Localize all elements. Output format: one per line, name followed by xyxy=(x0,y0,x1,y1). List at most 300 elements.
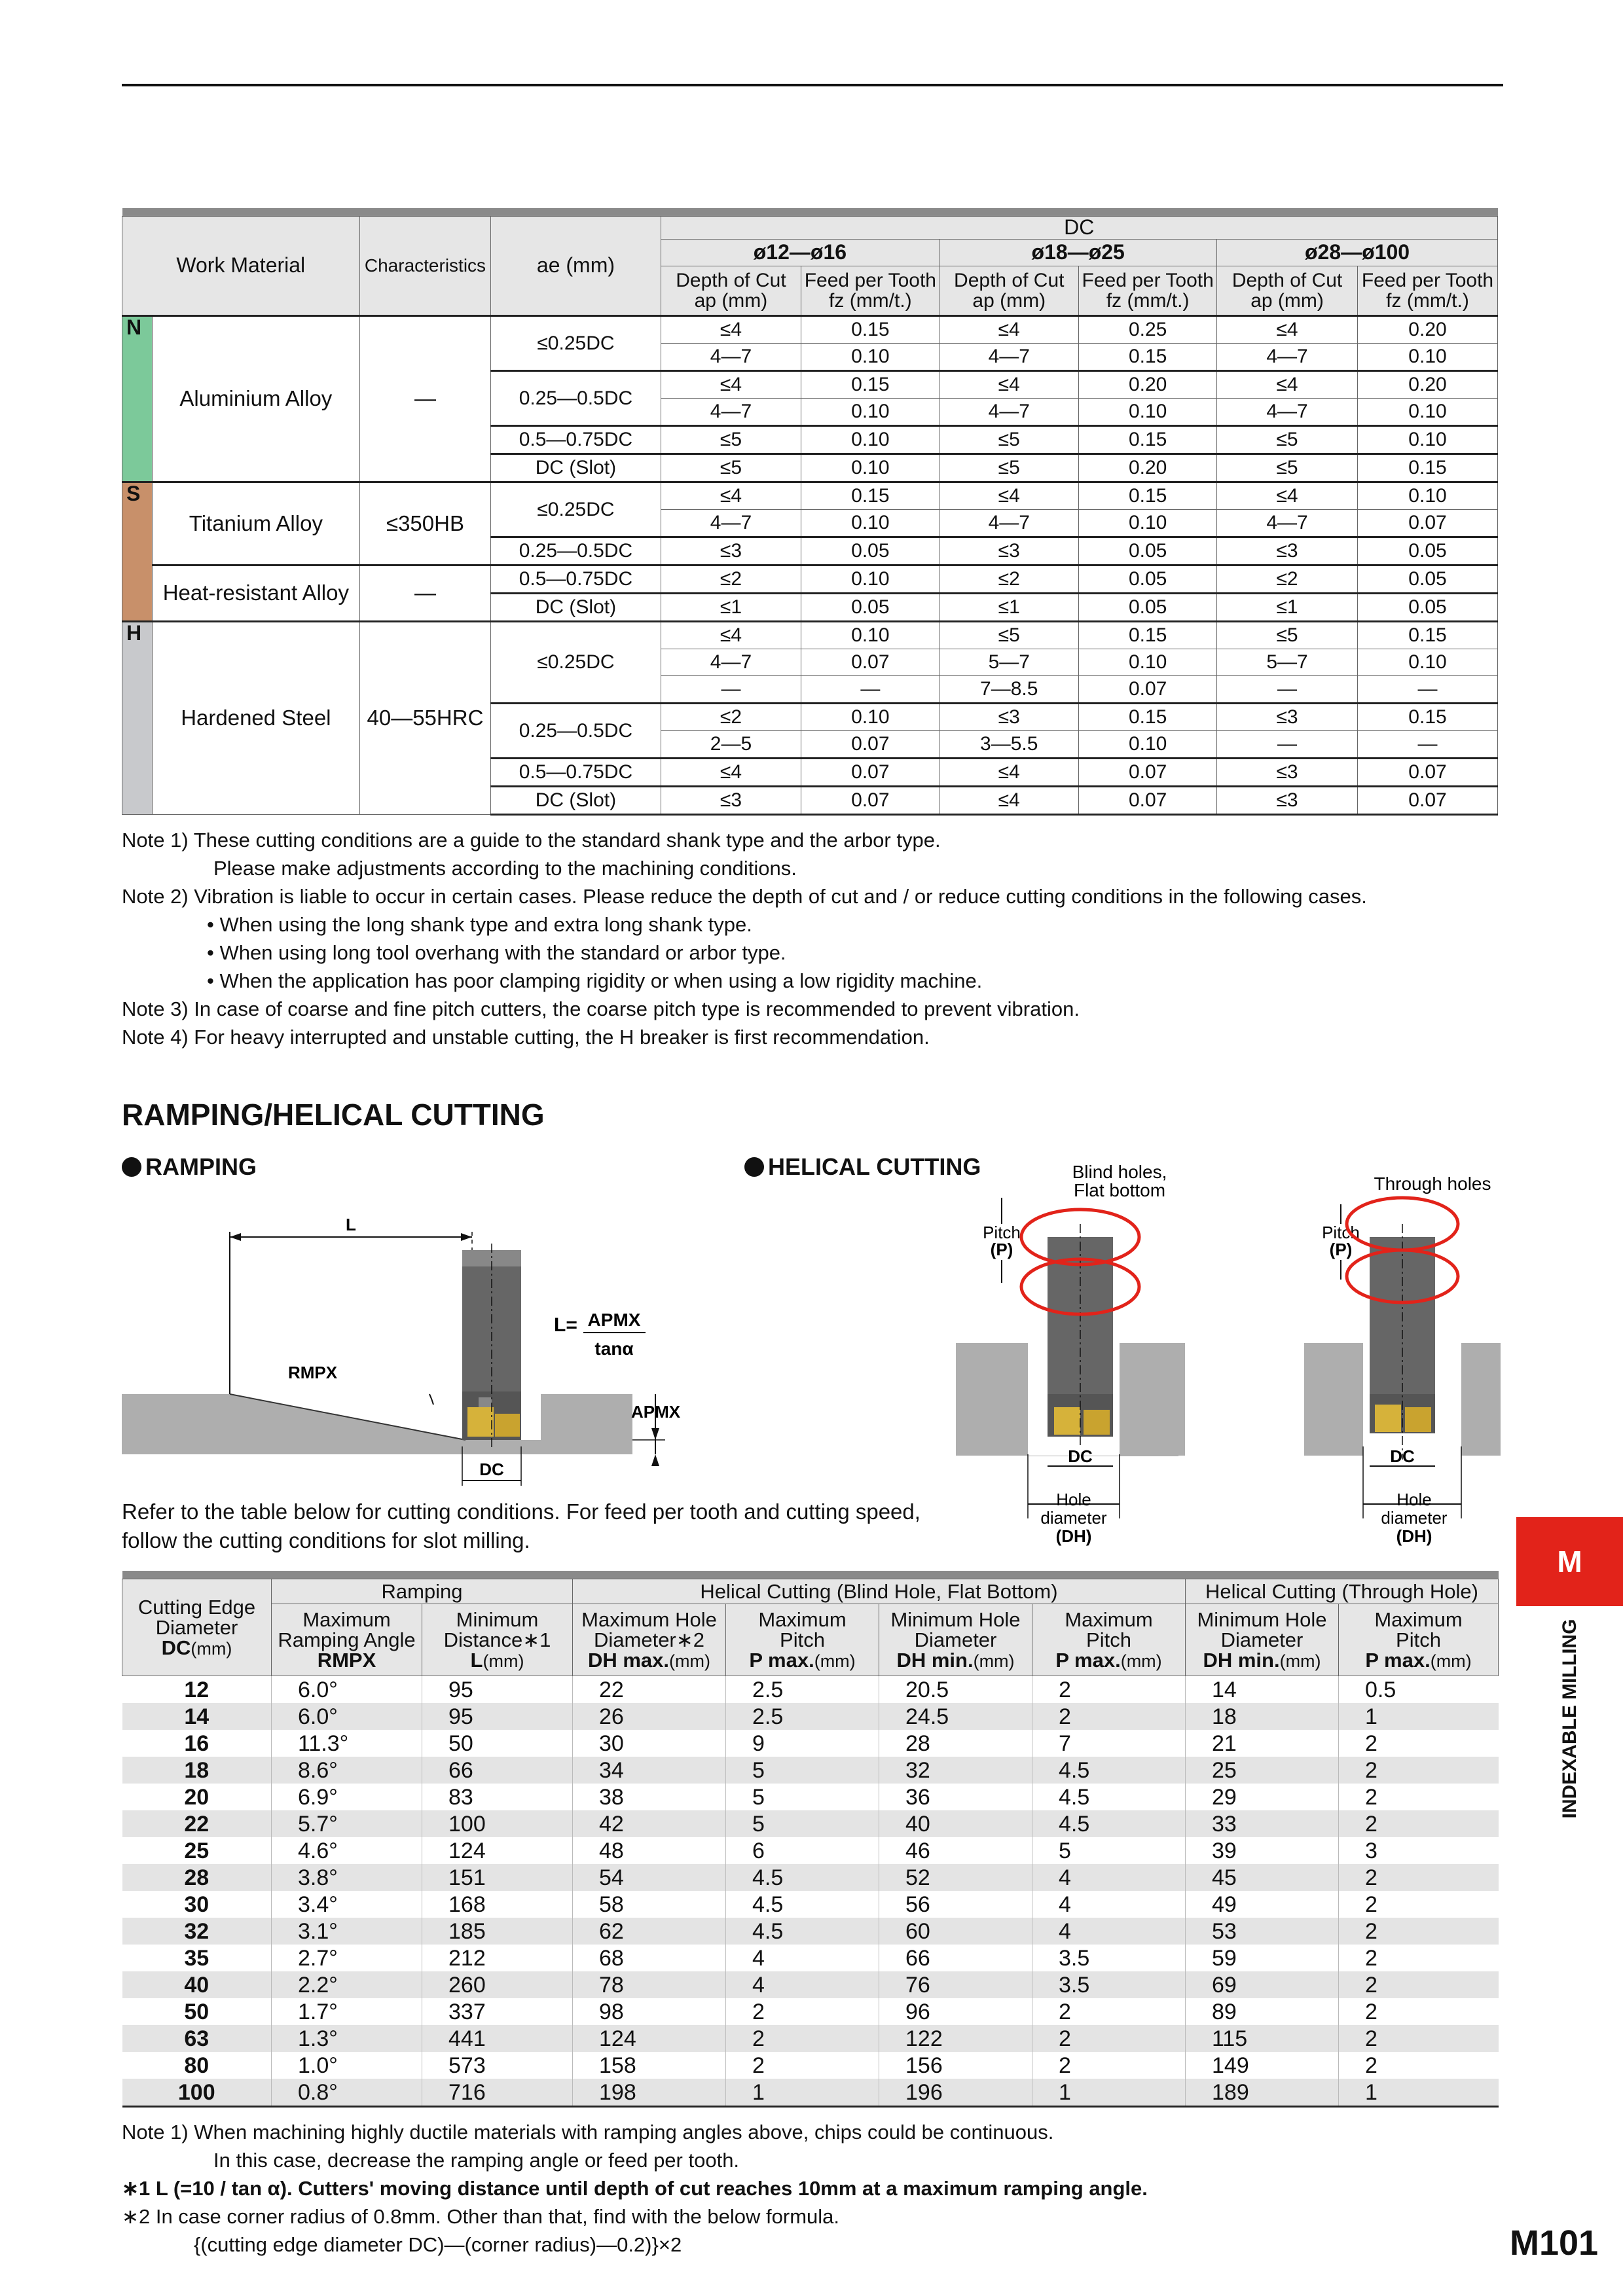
value-cell: 2 xyxy=(1032,1703,1186,1730)
header-unit: fz (mm/t.) xyxy=(1386,290,1469,312)
table-row xyxy=(122,565,1498,594)
feed-per-tooth-cell: — xyxy=(1358,731,1498,759)
table-notes xyxy=(122,826,1503,1051)
header-symbol xyxy=(422,1650,572,1670)
feed-per-tooth-cell: 0.05 xyxy=(801,537,939,565)
value-cell: 260 xyxy=(422,1971,573,1998)
depth-of-cut-cell: ≤4 xyxy=(1217,482,1358,510)
value-cell: 6.0° xyxy=(272,1676,422,1704)
value-cell: 2 xyxy=(1032,1998,1186,2025)
header-label: Pitch xyxy=(1396,1628,1441,1651)
value-cell: 3.8° xyxy=(272,1864,422,1891)
material-group-code: S xyxy=(122,482,153,622)
value-cell: 52 xyxy=(879,1864,1032,1891)
diameter-cell: 16 xyxy=(184,1731,210,1756)
value-cell: 6.0° xyxy=(272,1703,422,1730)
depth-of-cut-cell: — xyxy=(661,676,801,704)
feed-per-tooth-cell: — xyxy=(1358,676,1498,704)
value-cell: 20.5 xyxy=(879,1676,1032,1704)
value-cell: 212 xyxy=(422,1945,573,1971)
note-line: ∗1 L (=10 / tan α). Cutters' moving distance until depth of cut reaches 10mm at a maximum ramping angle. xyxy=(122,2177,1148,2200)
diameter-label: diameter xyxy=(1040,1508,1107,1528)
feed-per-tooth-cell: 0.15 xyxy=(801,316,939,344)
value-cell: 11.3° xyxy=(272,1730,422,1757)
feed-per-tooth-cell: 0.15 xyxy=(1079,426,1217,454)
value-cell: 2 xyxy=(726,1998,879,2025)
header-label: Pitch xyxy=(780,1628,825,1651)
feed-per-tooth-cell: 0.10 xyxy=(801,704,939,731)
depth-of-cut-cell: 4—7 xyxy=(939,510,1079,537)
value-cell: 149 xyxy=(1186,2052,1339,2079)
depth-of-cut-header xyxy=(939,266,1079,316)
header-unit: (mm) xyxy=(1120,1651,1162,1671)
feed-per-tooth-cell: 0.07 xyxy=(1358,510,1498,537)
value-cell: 46 xyxy=(879,1837,1032,1864)
depth-of-cut-header xyxy=(1217,266,1358,316)
value-cell: 30 xyxy=(573,1730,726,1757)
table-row xyxy=(122,1757,1499,1784)
note-line: Note 1) When machining highly ductile materials with ramping angles above, chips could be continuous. xyxy=(122,2121,1054,2144)
ramping-table xyxy=(122,1571,1499,2108)
depth-of-cut-cell: ≤5 xyxy=(1217,622,1358,649)
value-cell: 3.1° xyxy=(272,1918,422,1945)
section-tab[interactable]: M xyxy=(1516,1517,1623,1606)
table-top-bar xyxy=(122,1571,1499,1579)
value-cell: 337 xyxy=(422,1998,573,2025)
column-header xyxy=(879,1604,1032,1676)
depth-of-cut-cell: ≤4 xyxy=(661,482,801,510)
value-cell: 14 xyxy=(1186,1676,1339,1704)
feed-per-tooth-cell: 0.20 xyxy=(1079,454,1217,482)
apmx-depth-label: APMX xyxy=(631,1402,681,1422)
value-cell: 38 xyxy=(573,1784,726,1810)
header-symbol-text: L xyxy=(470,1649,483,1672)
material-group-code: H xyxy=(122,622,153,815)
ae-value: 0.25—0.5DC xyxy=(491,537,661,565)
depth-of-cut-cell: ≤5 xyxy=(1217,426,1358,454)
table-row xyxy=(122,1837,1499,1864)
value-cell: 196 xyxy=(879,2079,1032,2107)
depth-of-cut-cell: ≤2 xyxy=(661,704,801,731)
depth-of-cut-cell: ≤5 xyxy=(661,426,801,454)
ae-value: DC (Slot) xyxy=(491,594,661,622)
value-cell: 6 xyxy=(726,1837,879,1864)
range-header: ø12—ø16 xyxy=(661,240,939,266)
depth-of-cut-cell: 4—7 xyxy=(1217,399,1358,426)
feed-per-tooth-cell: 0.07 xyxy=(1079,676,1217,704)
value-cell: 56 xyxy=(879,1891,1032,1918)
header-label: Feed per Tooth xyxy=(804,269,936,291)
feed-per-tooth-cell: 0.10 xyxy=(1358,399,1498,426)
depth-of-cut-cell: ≤4 xyxy=(1217,316,1358,344)
header-unit: (mm) xyxy=(191,1639,232,1659)
feed-per-tooth-cell: 0.05 xyxy=(1079,565,1217,594)
ae-value: 0.25—0.5DC xyxy=(491,704,661,759)
header-label: Distance∗1 xyxy=(443,1628,551,1651)
feed-per-tooth-cell: 0.15 xyxy=(1079,344,1217,371)
feed-per-tooth-cell: 0.05 xyxy=(1358,594,1498,622)
header-label: Depth of Cut xyxy=(1231,269,1343,291)
depth-of-cut-cell: ≤4 xyxy=(661,371,801,399)
depth-of-cut-cell: ≤3 xyxy=(1217,787,1358,815)
header-label: Maximum xyxy=(1374,1608,1463,1631)
characteristics-value: — xyxy=(359,316,491,482)
depth-of-cut-cell: 4—7 xyxy=(939,344,1079,371)
apmx-label: APMX xyxy=(587,1310,641,1330)
l-eq-label: L= xyxy=(554,1314,577,1336)
value-cell: 2 xyxy=(1339,1757,1499,1784)
blind-label: Blind holes, xyxy=(1072,1162,1167,1182)
table-row xyxy=(122,1891,1499,1918)
header-label: Diameter∗2 xyxy=(594,1628,704,1651)
value-cell: 62 xyxy=(573,1918,726,1945)
value-cell: 151 xyxy=(422,1864,573,1891)
value-cell: 98 xyxy=(573,1998,726,2025)
depth-of-cut-cell: ≤3 xyxy=(1217,759,1358,787)
table-row xyxy=(122,1676,1499,1704)
through-label: Through holes xyxy=(1374,1174,1491,1194)
depth-of-cut-cell: ≤5 xyxy=(939,454,1079,482)
feed-per-tooth-cell: 0.10 xyxy=(1079,649,1217,676)
value-cell: 42 xyxy=(573,1810,726,1837)
pitch-p-label: (P) xyxy=(1329,1240,1353,1259)
depth-of-cut-cell: ≤5 xyxy=(661,454,801,482)
value-cell: 59 xyxy=(1186,1945,1339,1971)
work-material-name: Titanium Alloy xyxy=(153,482,359,565)
ae-value: 0.5—0.75DC xyxy=(491,565,661,594)
refer-text xyxy=(122,1498,921,1555)
feed-per-tooth-cell: 0.07 xyxy=(1358,759,1498,787)
depth-of-cut-cell: 4—7 xyxy=(1217,344,1358,371)
value-cell: 5 xyxy=(1032,1837,1186,1864)
header-unit: (mm) xyxy=(814,1651,856,1671)
table-row xyxy=(122,1703,1499,1730)
table-row xyxy=(122,482,1498,510)
depth-of-cut-cell: — xyxy=(1217,676,1358,704)
diameter-cell: 40 xyxy=(122,1971,272,1998)
characteristics-value: — xyxy=(359,565,491,622)
value-cell: 22 xyxy=(573,1676,726,1704)
value-cell: 60 xyxy=(879,1918,1032,1945)
value-cell: 40 xyxy=(879,1810,1032,1837)
header-unit: (mm) xyxy=(483,1651,524,1671)
feed-per-tooth-cell: 0.15 xyxy=(1358,704,1498,731)
value-cell: 2 xyxy=(1032,1676,1186,1704)
ramping-diagram xyxy=(122,1198,711,1499)
feed-per-tooth-cell: 0.07 xyxy=(1079,759,1217,787)
feed-per-tooth-cell: 0.05 xyxy=(1079,537,1217,565)
diameter-cell: 22 xyxy=(122,1810,272,1837)
note-line: ∗2 In case corner radius of 0.8mm. Other than that, find with the below formula. xyxy=(122,2205,840,2228)
value-cell: 5.7° xyxy=(272,1810,422,1837)
feed-per-tooth-cell: 0.07 xyxy=(801,731,939,759)
header-label: Depth of Cut xyxy=(954,269,1065,291)
helical-through-diagram xyxy=(1304,1158,1501,1551)
helical-blind-diagram xyxy=(956,1158,1192,1551)
value-cell: 4 xyxy=(726,1971,879,1998)
value-cell: 66 xyxy=(879,1945,1032,1971)
depth-of-cut-cell: ≤5 xyxy=(939,426,1079,454)
table-row xyxy=(122,2052,1499,2079)
depth-of-cut-cell: ≤2 xyxy=(661,565,801,594)
feed-per-tooth-cell: 0.05 xyxy=(1358,537,1498,565)
feed-per-tooth-cell: 0.10 xyxy=(801,344,939,371)
table-row xyxy=(122,1918,1499,1945)
header-unit: ap (mm) xyxy=(694,290,768,312)
header-unit: ap (mm) xyxy=(1250,290,1324,312)
feed-per-tooth-cell: 0.07 xyxy=(1079,787,1217,815)
feed-per-tooth-cell: 0.10 xyxy=(1079,731,1217,759)
characteristics-header: Characteristics xyxy=(359,217,491,316)
header-symbol-text: P max. xyxy=(749,1649,814,1672)
value-cell: 100 xyxy=(422,1810,573,1837)
depth-of-cut-cell: ≤4 xyxy=(939,371,1079,399)
value-cell: 124 xyxy=(422,1837,573,1864)
feed-per-tooth-cell: 0.20 xyxy=(1358,316,1498,344)
table-row xyxy=(122,316,1498,344)
diameter-cell: 25 xyxy=(184,1838,210,1863)
value-cell: 32 xyxy=(879,1757,1032,1784)
feed-per-tooth-cell: 0.07 xyxy=(1358,787,1498,815)
table-row xyxy=(122,1730,1499,1757)
value-cell: 2 xyxy=(1339,1998,1499,2025)
value-cell: 4.5 xyxy=(1032,1784,1186,1810)
value-cell: 21 xyxy=(1186,1730,1339,1757)
value-cell: 1.7° xyxy=(272,1998,422,2025)
depth-of-cut-cell: 4—7 xyxy=(661,399,801,426)
value-cell: 573 xyxy=(422,2052,573,2079)
feed-per-tooth-cell: 0.10 xyxy=(801,399,939,426)
depth-of-cut-cell: ≤4 xyxy=(939,482,1079,510)
value-cell: 2 xyxy=(1339,2025,1499,2052)
value-cell: 156 xyxy=(879,2052,1032,2079)
header-symbol-text: DC xyxy=(161,1636,191,1659)
header-label: Diameter xyxy=(155,1616,238,1639)
column-header xyxy=(726,1604,879,1676)
feed-per-tooth-cell: 0.15 xyxy=(1079,482,1217,510)
diameter-cell: 80 xyxy=(184,2053,210,2078)
dc-label: DC xyxy=(1390,1446,1415,1466)
dh-label: (DH) xyxy=(1055,1526,1092,1546)
depth-of-cut-cell: 4—7 xyxy=(661,649,801,676)
value-cell: 4.5 xyxy=(726,1864,879,1891)
column-header xyxy=(422,1604,573,1676)
value-cell: 26 xyxy=(573,1703,726,1730)
feed-per-tooth-cell: 0.25 xyxy=(1079,316,1217,344)
value-cell: 0.8° xyxy=(272,2079,422,2107)
value-cell: 4 xyxy=(726,1945,879,1971)
value-cell: 9 xyxy=(726,1730,879,1757)
value-cell: 24.5 xyxy=(879,1703,1032,1730)
value-cell: 2 xyxy=(1339,1945,1499,1971)
depth-of-cut-cell: 5—7 xyxy=(1217,649,1358,676)
rmpx-label: RMPX xyxy=(288,1363,338,1382)
work-material-name: Aluminium Alloy xyxy=(153,316,359,482)
header-label: Cutting Edge xyxy=(137,1596,256,1619)
column-header xyxy=(272,1604,422,1676)
value-cell: 2 xyxy=(1339,1864,1499,1891)
cutting-conditions-table xyxy=(122,208,1498,816)
depth-of-cut-cell: ≤1 xyxy=(1217,594,1358,622)
value-cell: 45 xyxy=(1186,1864,1339,1891)
ae-value: ≤0.25DC xyxy=(491,482,661,537)
feed-per-tooth-cell: 0.10 xyxy=(1358,426,1498,454)
header-unit: fz (mm/t.) xyxy=(829,290,912,312)
header-label: Minimum Hole xyxy=(1197,1608,1327,1631)
group-header: Helical Cutting (Blind Hole, Flat Bottom) xyxy=(573,1579,1186,1604)
value-cell: 2 xyxy=(726,2052,879,2079)
value-cell: 2 xyxy=(1032,2052,1186,2079)
feed-per-tooth-header xyxy=(1079,266,1217,316)
value-cell: 2.5 xyxy=(726,1703,879,1730)
header-symbol xyxy=(879,1650,1032,1670)
bullet-icon xyxy=(122,1157,141,1177)
header-symbol-text: DH max. xyxy=(587,1649,670,1672)
value-cell: 5 xyxy=(726,1810,879,1837)
diameter-cell: 100 xyxy=(122,2079,272,2107)
value-cell: 4.5 xyxy=(726,1918,879,1945)
feed-per-tooth-cell: 0.15 xyxy=(1358,622,1498,649)
refer-line: Refer to the table below for cutting conditions. For feed per tooth and cutting speed, xyxy=(122,1499,921,1524)
header-label: Diameter xyxy=(1220,1628,1304,1651)
hole-label: Hole xyxy=(1396,1490,1432,1509)
value-cell: 58 xyxy=(573,1891,726,1918)
header-label: Maximum xyxy=(302,1608,391,1631)
value-cell: 3.4° xyxy=(272,1891,422,1918)
depth-of-cut-cell: ≤3 xyxy=(1217,537,1358,565)
value-cell: 2.7° xyxy=(272,1945,422,1971)
ramping-title: RAMPING xyxy=(122,1153,257,1181)
value-cell: 89 xyxy=(1186,1998,1339,2025)
value-cell: 2 xyxy=(1339,1918,1499,1945)
value-cell: 68 xyxy=(573,1945,726,1971)
table-row xyxy=(122,1784,1499,1810)
diameter-cell: 18 xyxy=(122,1757,272,1784)
feed-per-tooth-cell: 0.10 xyxy=(801,426,939,454)
depth-of-cut-cell: ≤4 xyxy=(939,316,1079,344)
bullet-icon xyxy=(744,1157,764,1177)
value-cell: 4 xyxy=(1032,1891,1186,1918)
value-cell: 168 xyxy=(422,1891,573,1918)
l-label: L xyxy=(346,1215,356,1234)
table-row xyxy=(122,1810,1499,1837)
value-cell: 2 xyxy=(1339,1810,1499,1837)
value-cell: 2.2° xyxy=(272,1971,422,1998)
depth-of-cut-cell: ≤5 xyxy=(939,622,1079,649)
pitch-label: Pitch xyxy=(1322,1223,1360,1242)
value-cell: 2 xyxy=(1339,1730,1499,1757)
feed-per-tooth-header xyxy=(801,266,939,316)
diameter-cell: 63 xyxy=(122,2025,272,2052)
value-cell: 49 xyxy=(1186,1891,1339,1918)
feed-per-tooth-cell: 0.05 xyxy=(1358,565,1498,594)
value-cell: 2 xyxy=(1339,1784,1499,1810)
depth-of-cut-cell: 4—7 xyxy=(1217,510,1358,537)
value-cell: 29 xyxy=(1186,1784,1339,1810)
value-cell: 78 xyxy=(573,1971,726,1998)
feed-per-tooth-header xyxy=(1358,266,1498,316)
note-line: In this case, decrease the ramping angle or feed per tooth. xyxy=(213,2149,740,2172)
header-unit: (mm) xyxy=(1430,1651,1472,1671)
depth-of-cut-cell: 4—7 xyxy=(661,510,801,537)
section-label: INDEXABLE MILLING xyxy=(1559,1619,1580,1819)
range-header: ø28—ø100 xyxy=(1217,240,1498,266)
feed-per-tooth-cell: 0.15 xyxy=(801,482,939,510)
feed-per-tooth-cell: 0.15 xyxy=(801,371,939,399)
value-cell: 115 xyxy=(1186,2025,1339,2052)
feed-per-tooth-cell: 0.10 xyxy=(801,622,939,649)
group-header: Ramping xyxy=(272,1579,573,1604)
work-material-header: Work Material xyxy=(122,217,360,316)
diameter-cell: 32 xyxy=(122,1918,272,1945)
header-symbol-text: DH min. xyxy=(896,1649,974,1672)
header-symbol-text: P max. xyxy=(1365,1649,1431,1672)
value-cell: 53 xyxy=(1186,1918,1339,1945)
diameter-cell: 28 xyxy=(122,1864,272,1891)
depth-of-cut-cell: ≤4 xyxy=(661,759,801,787)
value-cell: 4 xyxy=(1032,1864,1186,1891)
header-symbol xyxy=(122,1638,271,1658)
table-row xyxy=(122,622,1498,649)
header-label: Diameter xyxy=(914,1628,997,1651)
header-label: Minimum Hole xyxy=(890,1608,1021,1631)
value-cell: 50 xyxy=(422,1730,573,1757)
work-material-name: Heat-resistant Alloy xyxy=(153,565,359,622)
depth-of-cut-cell: ≤3 xyxy=(661,787,801,815)
column-header xyxy=(1186,1604,1339,1676)
header-label: Maximum xyxy=(758,1608,847,1631)
section-title: RAMPING/HELICAL CUTTING xyxy=(122,1098,545,1132)
table-row xyxy=(122,1945,1499,1971)
ae-header: ae (mm) xyxy=(491,217,661,316)
depth-of-cut-cell: ≤3 xyxy=(939,704,1079,731)
header-symbol-text: RMPX xyxy=(317,1649,376,1672)
depth-of-cut-cell: ≤5 xyxy=(1217,454,1358,482)
value-cell: 1 xyxy=(1032,2079,1186,2107)
depth-of-cut-cell: 4—7 xyxy=(661,344,801,371)
ramping-notes xyxy=(122,2118,1503,2259)
header-unit: (mm) xyxy=(669,1651,710,1671)
feed-per-tooth-cell: — xyxy=(801,676,939,704)
value-cell: 18 xyxy=(1186,1703,1339,1730)
header-label: Minimum xyxy=(456,1608,539,1631)
depth-of-cut-cell: ≤4 xyxy=(661,316,801,344)
depth-of-cut-cell: 2—5 xyxy=(661,731,801,759)
value-cell: 54 xyxy=(573,1864,726,1891)
feed-per-tooth-cell: 0.10 xyxy=(801,565,939,594)
value-cell: 48 xyxy=(573,1837,726,1864)
diameter-cell: 35 xyxy=(184,1945,210,1971)
value-cell: 189 xyxy=(1186,2079,1339,2107)
header-label: Feed per Tooth xyxy=(1082,269,1214,291)
header-symbol-text: P max. xyxy=(1055,1649,1121,1672)
note-line: • When using long tool overhang with the standard or arbor type. xyxy=(207,941,786,964)
value-cell: 66 xyxy=(422,1757,573,1784)
value-cell: 0.5 xyxy=(1339,1676,1499,1704)
header-symbol-text: DH min. xyxy=(1203,1649,1280,1672)
depth-of-cut-cell: — xyxy=(1217,731,1358,759)
value-cell: 4 xyxy=(1032,1918,1186,1945)
diameter-cell: 20 xyxy=(184,1784,210,1810)
value-cell: 4.5 xyxy=(726,1891,879,1918)
header-symbol xyxy=(573,1650,725,1670)
header-symbol xyxy=(1186,1650,1338,1670)
value-cell: 1.0° xyxy=(272,2052,422,2079)
depth-of-cut-cell: ≤4 xyxy=(939,787,1079,815)
value-cell: 5 xyxy=(726,1757,879,1784)
note-line: • When the application has poor clamping rigidity or when using a low rigidity machine. xyxy=(207,969,983,992)
header-label: Maximum xyxy=(1065,1608,1153,1631)
